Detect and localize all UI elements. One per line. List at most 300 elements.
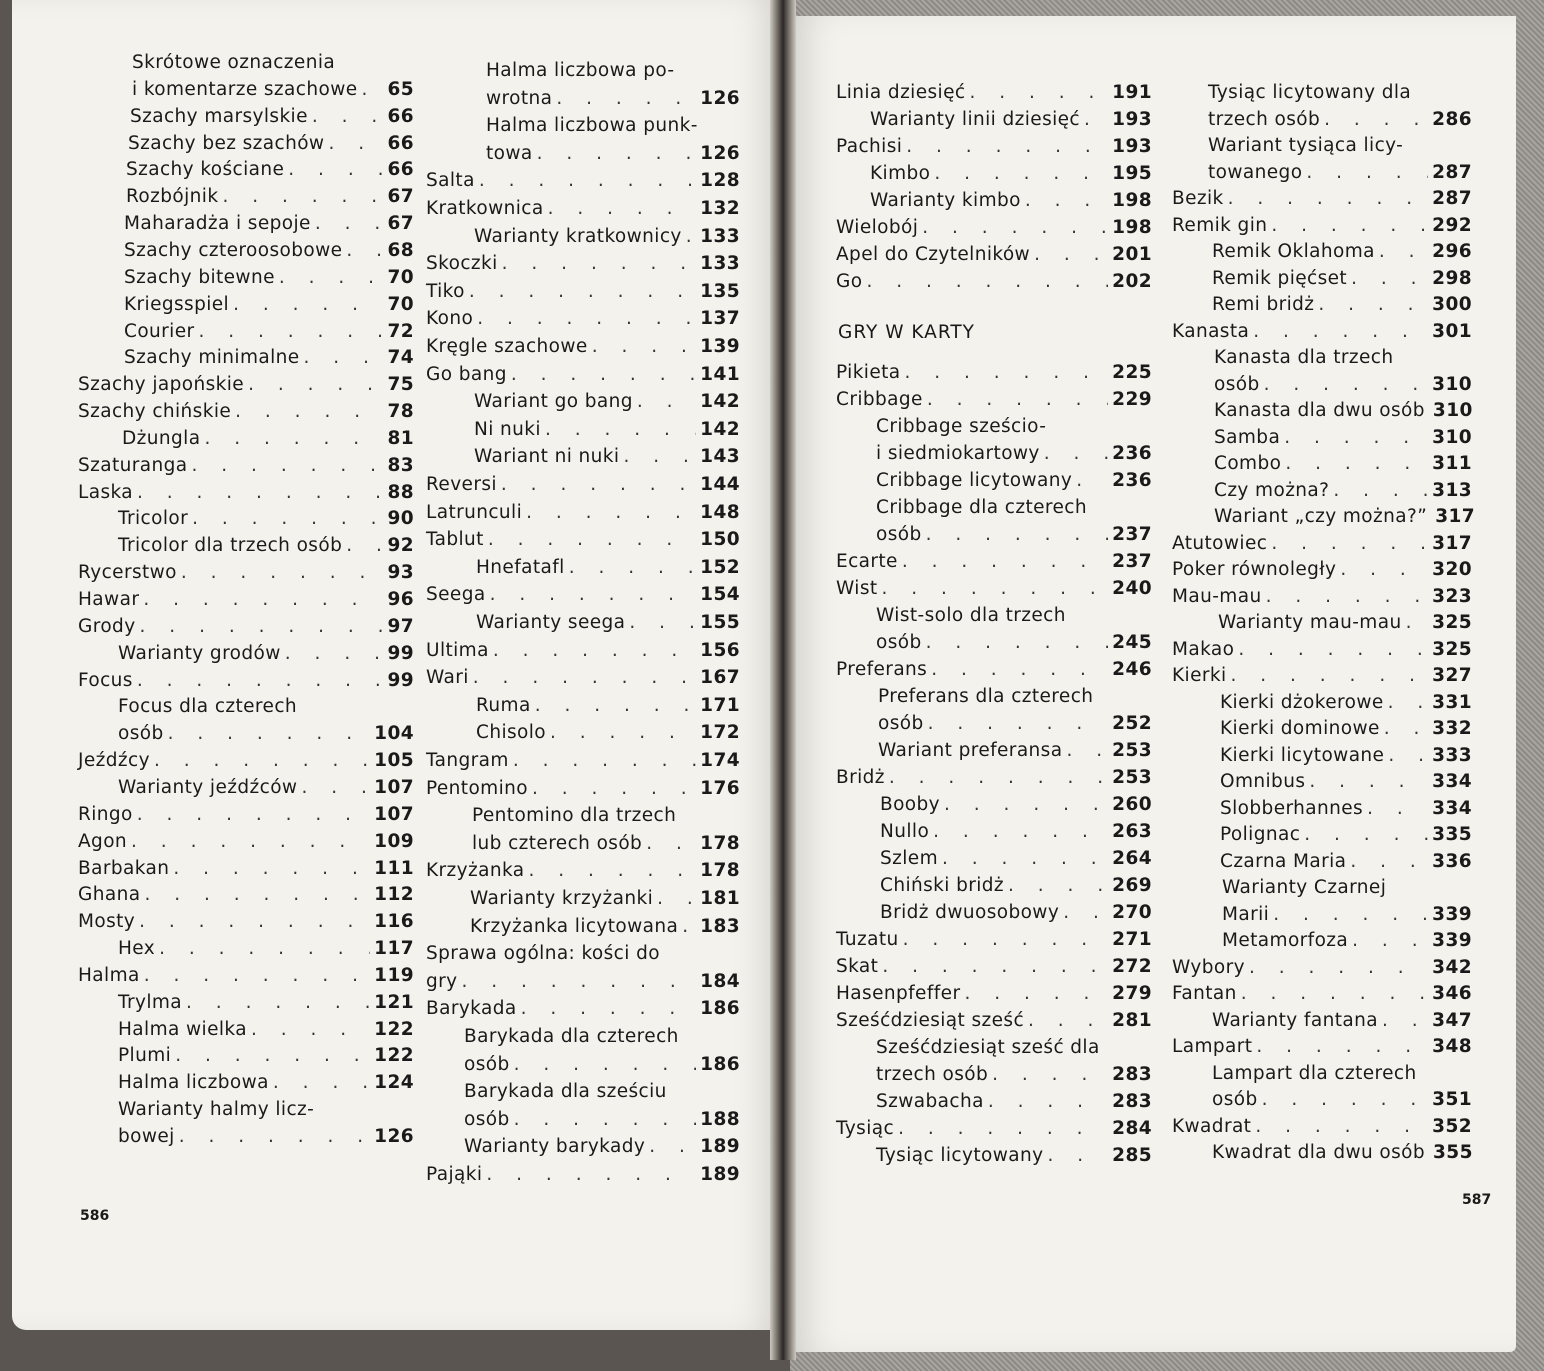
toc-leader-dots	[1271, 533, 1428, 554]
book-gutter	[770, 0, 796, 1360]
toc-leader-dots	[1228, 188, 1429, 209]
toc-entry-page: 193	[1112, 109, 1152, 130]
toc-entry-page: 287	[1432, 188, 1472, 209]
toc-entry-page: 67	[387, 186, 414, 207]
toc-entry-title: Kanasta	[1172, 321, 1250, 342]
toc-leader-dots	[1262, 1089, 1429, 1110]
toc-leader-dots	[649, 1136, 696, 1157]
toc-leader-dots	[511, 364, 696, 385]
toc-entry	[118, 938, 414, 959]
toc-entry	[836, 244, 1152, 265]
toc-entry-page: 141	[700, 364, 740, 385]
toc-leader-dots	[944, 794, 1108, 815]
toc-leader-dots	[140, 616, 384, 637]
toc-entry-page: 310	[1432, 400, 1473, 421]
toc-entry-page: 97	[387, 616, 414, 637]
toc-entry-page: 237	[1112, 551, 1152, 572]
toc-entry	[836, 217, 1152, 238]
toc-leader-dots	[159, 938, 370, 959]
toc-entry-title: Mosty	[78, 911, 136, 932]
toc-entry	[876, 632, 1152, 653]
toc-entry	[1208, 162, 1472, 183]
toc-entry	[1212, 268, 1472, 289]
toc-entry-title: Omnibus	[1220, 771, 1306, 792]
toc-entry-page: 124	[374, 1072, 414, 1093]
toc-entry	[1220, 798, 1472, 819]
toc-entry	[132, 52, 414, 73]
toc-entry	[836, 1118, 1152, 1139]
toc-entry-title: Hnefatafl	[476, 557, 565, 578]
toc-entry-title: Agon	[78, 831, 128, 852]
toc-leader-dots	[1388, 692, 1429, 713]
toc-leader-dots	[251, 1019, 370, 1040]
toc-leader-dots	[168, 723, 371, 744]
toc-leader-dots	[222, 186, 383, 207]
toc-entry	[476, 695, 740, 716]
toc-entry-title: Cribbage dla czterech	[876, 497, 1087, 518]
toc-entry	[118, 1019, 414, 1040]
toc-entry-title: Wariant go bang	[474, 391, 633, 412]
toc-entry-title: Halma	[78, 965, 140, 986]
toc-entry-title: Wist-solo dla trzech	[876, 605, 1066, 626]
toc-entry	[1212, 1063, 1472, 1084]
toc-leader-dots	[637, 391, 696, 412]
toc-entry	[124, 213, 414, 234]
toc-entry-page: 178	[700, 860, 740, 881]
toc-leader-dots	[486, 1164, 696, 1185]
toc-entry-page: 181	[700, 888, 740, 909]
toc-entry	[1222, 904, 1472, 925]
toc-leader-dots	[1231, 665, 1429, 686]
toc-entry	[1222, 930, 1472, 951]
toc-entry-title: towanego	[1208, 162, 1303, 183]
toc-leader-dots	[926, 632, 1109, 653]
toc-entry	[880, 902, 1152, 923]
toc-leader-dots	[1304, 824, 1428, 845]
toc-entry-page: 339	[1432, 930, 1472, 951]
toc-leader-dots	[173, 858, 370, 879]
toc-leader-dots	[1066, 740, 1108, 761]
toc-entry-page: 317	[1435, 506, 1476, 527]
toc-entry-page: 240	[1112, 578, 1152, 599]
toc-entry-page: 348	[1432, 1036, 1472, 1057]
toc-entry	[1222, 877, 1472, 898]
toc-entry-page: 107	[374, 777, 414, 798]
toc-entry	[124, 321, 414, 342]
toc-entry-title: Barykada dla sześciu	[464, 1081, 667, 1102]
toc-entry-title: Szachy marsylskie	[130, 106, 308, 127]
toc-entry	[836, 82, 1152, 103]
toc-entry	[1214, 400, 1472, 421]
toc-entry-page: 284	[1112, 1118, 1152, 1139]
toc-entry-title: Kierki dżokerowe	[1220, 692, 1384, 713]
toc-leader-dots	[1271, 215, 1428, 236]
toc-leader-dots	[1047, 1145, 1108, 1166]
toc-entry	[126, 186, 414, 207]
toc-entry-page: 264	[1112, 848, 1152, 869]
toc-entry	[1172, 586, 1472, 607]
toc-leader-dots	[154, 750, 370, 771]
toc-entry	[486, 143, 740, 164]
toc-leader-dots	[514, 1109, 697, 1130]
toc-entry-title: Sześćdziesiąt sześć dla	[876, 1037, 1100, 1058]
toc-entry	[878, 686, 1152, 707]
toc-entry-page: 186	[700, 1054, 740, 1075]
toc-leader-dots	[514, 1054, 697, 1075]
toc-entry-title: Linia dziesięć	[836, 82, 966, 103]
toc-leader-dots	[479, 170, 696, 191]
toc-entry-title: Kierki	[1172, 665, 1227, 686]
toc-entry-page: 104	[374, 723, 414, 744]
toc-entry	[78, 965, 414, 986]
toc-entry-page: 245	[1112, 632, 1152, 653]
toc-entry-page: 152	[700, 557, 740, 578]
toc-entry-page: 155	[700, 612, 740, 633]
toc-entry-page: 263	[1112, 821, 1152, 842]
toc-entry-page: 195	[1112, 163, 1152, 184]
toc-entry	[464, 1054, 740, 1075]
toc-entry-page: 339	[1432, 904, 1472, 925]
toc-entry	[126, 159, 414, 180]
toc-entry	[836, 1010, 1152, 1031]
toc-leader-dots	[902, 551, 1108, 572]
toc-entry-title: gry	[426, 971, 458, 992]
toc-leader-dots	[942, 848, 1108, 869]
toc-entry-title: Nullo	[880, 821, 930, 842]
toc-leader-dots	[1352, 930, 1428, 951]
toc-entry	[876, 1091, 1152, 1112]
toc-entry-title: Kanasta dla trzech	[1214, 347, 1394, 368]
toc-entry-page: 271	[1112, 929, 1152, 950]
toc-entry-title: Go	[836, 271, 863, 292]
toc-entry-title: Hex	[118, 938, 156, 959]
toc-leader-dots	[569, 557, 696, 578]
toc-leader-dots	[1249, 957, 1428, 978]
toc-entry	[132, 79, 414, 100]
toc-leader-dots	[204, 428, 383, 449]
toc-entry-title: Tysiąc licytowany	[876, 1145, 1044, 1166]
toc-entry	[486, 115, 740, 136]
toc-entry-title: Grody	[78, 616, 136, 637]
toc-entry	[470, 916, 740, 937]
toc-entry-title: Remi bridż	[1212, 294, 1315, 315]
toc-leader-dots	[906, 136, 1108, 157]
toc-entry	[1172, 559, 1472, 580]
toc-entry-title: Focus dla czterech	[118, 696, 298, 717]
toc-entry	[426, 308, 740, 329]
toc-entry	[1172, 321, 1472, 342]
toc-entry-page: 126	[700, 88, 740, 109]
toc-leader-dots	[1253, 321, 1428, 342]
toc-entry-page: 198	[1112, 190, 1152, 211]
toc-entry-title: Kanasta dla dwu osób	[1214, 400, 1425, 421]
toc-entry	[426, 860, 740, 881]
toc-entry	[78, 750, 414, 771]
toc-leader-dots	[1034, 244, 1108, 265]
toc-entry	[474, 226, 740, 247]
toc-entry-title: Krzyżanka licytowana	[470, 916, 679, 937]
toc-entry-page: 167	[700, 667, 740, 688]
toc-leader-dots	[682, 916, 696, 937]
toc-entry-page: 99	[387, 643, 414, 664]
toc-entry	[78, 858, 414, 879]
toc-leader-dots	[1273, 904, 1428, 925]
toc-entry-page: 172	[700, 722, 740, 743]
toc-leader-dots	[521, 998, 697, 1019]
toc-leader-dots	[175, 1045, 370, 1066]
toc-entry-title: Remik pięćset	[1212, 268, 1348, 289]
toc-entry-page: 198	[1112, 217, 1152, 238]
toc-entry-page: 325	[1432, 639, 1472, 660]
toc-entry	[78, 589, 414, 610]
toc-entry	[78, 562, 414, 583]
toc-leader-dots	[1318, 294, 1428, 315]
toc-leader-dots	[1309, 771, 1428, 792]
toc-entry-page: 246	[1112, 659, 1152, 680]
toc-entry	[130, 106, 414, 127]
toc-entry	[1220, 745, 1472, 766]
toc-entry	[472, 805, 740, 826]
toc-entry	[474, 419, 740, 440]
toc-leader-dots	[137, 670, 384, 691]
toc-entry-title: Barykada dla czterech	[464, 1026, 679, 1047]
toc-entry	[426, 502, 740, 523]
toc-entry-page: 143	[700, 446, 740, 467]
toc-entry-title: Remik gin	[1172, 215, 1268, 236]
toc-leader-dots	[233, 294, 383, 315]
toc-leader-dots	[199, 321, 384, 342]
toc-leader-dots	[1256, 1036, 1428, 1057]
toc-leader-dots	[1044, 443, 1108, 464]
toc-entry-title: osób	[1212, 1089, 1258, 1110]
toc-entry	[426, 281, 740, 302]
toc-leader-dots	[882, 956, 1108, 977]
toc-entry-title: Halma wielka	[118, 1019, 247, 1040]
toc-entry-title: Preferans dla czterech	[878, 686, 1094, 707]
toc-entry-page: 313	[1432, 480, 1472, 501]
toc-entry-title: Samba	[1214, 427, 1281, 448]
toc-entry-page: 292	[1432, 215, 1472, 236]
toc-leader-dots	[535, 695, 696, 716]
toc-leader-dots	[462, 971, 697, 992]
toc-entry	[1220, 851, 1472, 872]
toc-leader-dots	[1382, 1010, 1428, 1031]
toc-leader-dots	[1406, 612, 1429, 633]
toc-entry	[880, 821, 1152, 842]
toc-leader-dots	[1028, 1010, 1108, 1031]
toc-entry-title: Warianty jeźdźców	[118, 777, 298, 798]
toc-entry-page: 252	[1112, 713, 1152, 734]
toc-leader-dots	[526, 502, 696, 523]
toc-leader-dots	[1084, 109, 1108, 130]
toc-entry-title: Plumi	[118, 1045, 172, 1066]
toc-entry	[836, 362, 1152, 383]
toc-entry	[1214, 427, 1472, 448]
toc-leader-dots	[144, 884, 370, 905]
toc-entry	[476, 722, 740, 743]
toc-entry-page: 335	[1432, 824, 1472, 845]
toc-entry	[836, 271, 1152, 292]
toc-entry-title: Combo	[1214, 453, 1282, 474]
toc-entry-title: Tablut	[426, 529, 484, 550]
toc-leader-dots	[362, 79, 384, 100]
toc-leader-dots	[1379, 241, 1428, 262]
toc-leader-dots	[545, 419, 696, 440]
toc-entry	[118, 535, 414, 556]
toc-entry-title: Czarna Maria	[1220, 851, 1347, 872]
toc-entry-title: Szachy japońskie	[78, 374, 245, 395]
toc-leader-dots	[1264, 374, 1429, 395]
toc-entry-title: Kręgle szachowe	[426, 336, 588, 357]
toc-entry	[1172, 957, 1472, 978]
toc-entry-page: 139	[700, 336, 740, 357]
toc-leader-dots	[686, 226, 696, 247]
toc-leader-dots	[1306, 162, 1428, 183]
toc-entry-page: 285	[1112, 1145, 1152, 1166]
toc-entry-page: 317	[1432, 533, 1472, 554]
toc-leader-dots	[490, 584, 697, 605]
toc-entry	[876, 416, 1152, 437]
toc-leader-dots	[288, 159, 383, 180]
toc-leader-dots	[1350, 851, 1428, 872]
toc-entry-title: Wielobój	[836, 217, 919, 238]
toc-leader-dots	[931, 659, 1108, 680]
toc-entry	[836, 136, 1152, 157]
toc-entry-title: Go bang	[426, 364, 507, 385]
toc-entry-page: 65	[387, 79, 414, 100]
toc-entry-page: 96	[387, 589, 414, 610]
toc-entry	[426, 364, 740, 385]
toc-entry	[426, 253, 740, 274]
toc-leader-dots	[922, 217, 1108, 238]
toc-entry	[1212, 1010, 1472, 1031]
toc-entry	[876, 524, 1152, 545]
toc-entry	[1172, 533, 1472, 554]
toc-entry-page: 310	[1432, 427, 1472, 448]
toc-entry-page: 156	[700, 640, 740, 661]
toc-leader-dots	[969, 82, 1108, 103]
toc-leader-dots	[1285, 453, 1428, 474]
toc-entry-title: Tuzatu	[836, 929, 899, 950]
toc-entry-page: 279	[1112, 983, 1152, 1004]
toc-entry	[474, 446, 740, 467]
toc-entry-title: Halma liczbowa	[118, 1072, 269, 1093]
toc-entry-title: Wybory	[1172, 957, 1245, 978]
toc-leader-dots	[992, 1064, 1108, 1085]
toc-entry	[836, 929, 1152, 950]
toc-entry-title: Cribbage licytowany	[876, 470, 1073, 491]
toc-entry-title: Bridż	[836, 767, 885, 788]
toc-entry-title: Ultima	[426, 640, 489, 661]
toc-entry-title: osób	[464, 1109, 510, 1130]
toc-entry-page: 323	[1432, 586, 1472, 607]
toc-entry-page: 253	[1112, 740, 1152, 761]
toc-entry-title: Barbakan	[78, 858, 170, 879]
toc-entry-page: 70	[387, 267, 414, 288]
toc-leader-dots	[248, 374, 383, 395]
toc-entry	[78, 374, 414, 395]
toc-leader-dots	[469, 281, 696, 302]
toc-entry-page: 81	[387, 428, 414, 449]
toc-entry-page: 331	[1432, 692, 1472, 713]
toc-entry-title: Tiko	[426, 281, 465, 302]
toc-entry-page: 126	[700, 143, 740, 164]
toc-entry-page: 334	[1432, 798, 1472, 819]
toc-entry	[118, 1045, 414, 1066]
toc-entry-page: 122	[374, 1045, 414, 1066]
toc-entry	[476, 612, 740, 633]
toc-entry	[128, 133, 414, 154]
toc-entry	[486, 88, 740, 109]
toc-leader-dots	[493, 640, 696, 661]
toc-entry-title: Cribbage sześcio-	[876, 416, 1047, 437]
toc-leader-dots	[964, 983, 1108, 1004]
toc-entry-title: Ni nuki	[474, 419, 541, 440]
toc-entry-title: bowej	[118, 1126, 175, 1147]
toc-entry-title: Ecarte	[836, 551, 898, 572]
toc-entry-title: Warianty halmy licz-	[118, 1099, 315, 1120]
toc-entry-page: 260	[1112, 794, 1152, 815]
toc-entry-page: 133	[700, 253, 740, 274]
toc-entry-page: 109	[374, 831, 414, 852]
toc-entry-page: 126	[374, 1126, 414, 1147]
toc-entry	[876, 1145, 1152, 1166]
toc-leader-dots	[488, 529, 696, 550]
toc-entry	[1172, 639, 1472, 660]
toc-entry-title: osób	[876, 524, 922, 545]
toc-entry-title: osób	[1214, 374, 1260, 395]
toc-entry	[876, 470, 1152, 491]
toc-leader-dots	[657, 888, 696, 909]
toc-entry-page: 283	[1112, 1064, 1152, 1085]
toc-entry-page: 325	[1432, 612, 1472, 633]
toc-entry-page: 66	[387, 159, 414, 180]
toc-entry-page: 176	[700, 778, 740, 799]
toc-entry-page: 119	[374, 965, 414, 986]
toc-entry-page: 327	[1432, 665, 1472, 686]
toc-entry-title: Warianty linii dziesięć	[870, 109, 1081, 130]
toc-entry-title: Latrunculi	[426, 502, 523, 523]
toc-leader-dots	[1076, 470, 1108, 491]
toc-entry-title: Ruma	[476, 695, 531, 716]
toc-entry-page: 128	[700, 170, 740, 191]
toc-entry-title: Warianty krzyżanki	[470, 888, 654, 909]
toc-entry-title: Kierki dominowe	[1220, 718, 1380, 739]
toc-entry-page: 236	[1112, 443, 1152, 464]
right-page-number: 587	[1462, 1192, 1492, 1208]
toc-entry-page: 225	[1112, 362, 1152, 383]
toc-entry-page: 117	[374, 938, 414, 959]
toc-entry	[876, 497, 1152, 518]
toc-entry-page: 336	[1432, 851, 1472, 872]
toc-leader-dots	[646, 833, 696, 854]
toc-entry	[78, 804, 414, 825]
toc-entry-page: 236	[1112, 470, 1152, 491]
toc-entry-page: 137	[700, 308, 740, 329]
toc-entry	[1172, 1036, 1472, 1057]
toc-entry	[118, 1099, 414, 1120]
toc-entry-title: Barykada	[426, 998, 517, 1019]
toc-entry-title: Hawar	[78, 589, 140, 610]
toc-entry	[1172, 188, 1472, 209]
toc-entry-title: Kwadrat dla dwu osób	[1212, 1142, 1426, 1163]
toc-entry-title: Mau-mau	[1172, 586, 1262, 607]
toc-entry-page: 70	[387, 294, 414, 315]
toc-entry-title: Pentomino	[426, 778, 528, 799]
toc-entry	[78, 884, 414, 905]
section-heading: GRY W KARTY	[838, 322, 975, 343]
toc-entry-page: 67	[387, 213, 414, 234]
